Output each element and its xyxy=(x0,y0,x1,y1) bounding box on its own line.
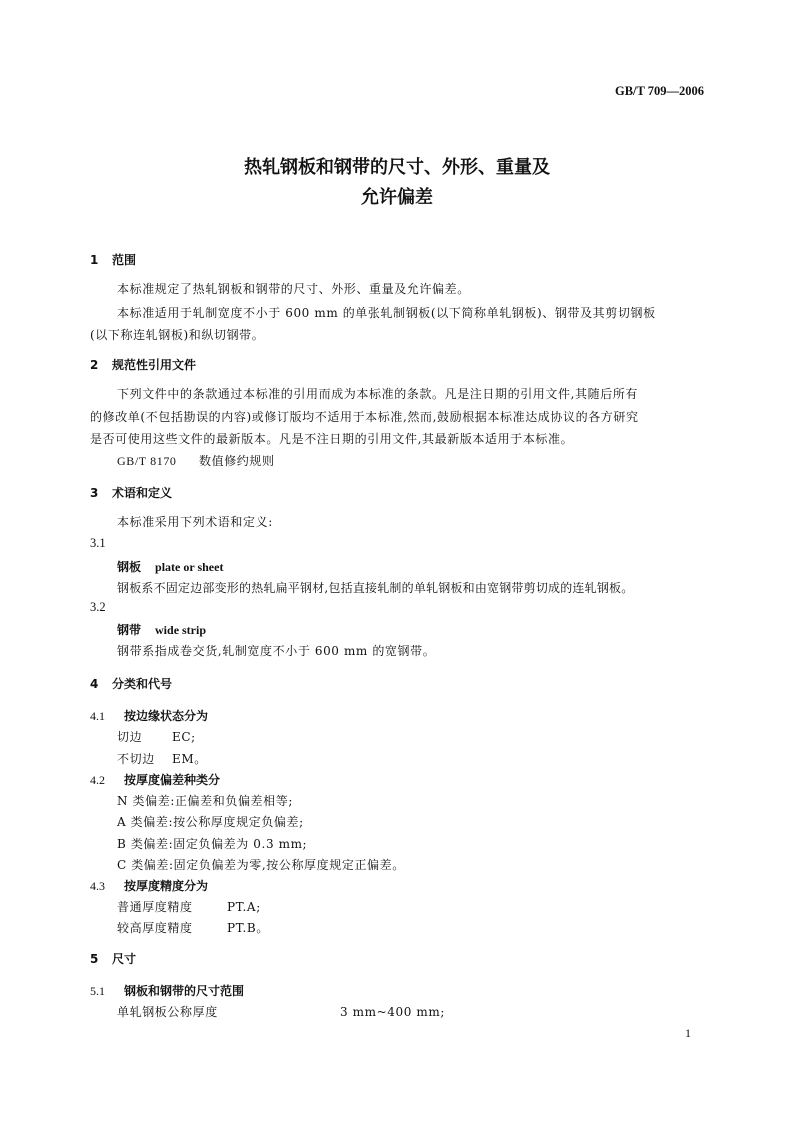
term-number: 3.2 xyxy=(90,600,106,614)
subsection-number: 4.1 xyxy=(90,709,105,723)
item-label: 不切边 xyxy=(117,752,155,766)
subsection-5-1-heading xyxy=(90,982,244,999)
item-label: 单轧钢板公称厚度 xyxy=(117,1005,218,1019)
subsection-title: 钢板和钢带的尺寸范围 xyxy=(124,984,245,998)
term-heading xyxy=(117,621,206,638)
item-label: 切边 xyxy=(117,730,143,744)
section-title: 尺寸 xyxy=(112,952,137,966)
subsection-title: 按边缘状态分为 xyxy=(124,709,209,723)
item-code: EC; xyxy=(172,730,196,744)
term-english: plate or sheet xyxy=(155,560,224,574)
item-label: 普通厚度精度 xyxy=(117,900,193,914)
section-3-heading xyxy=(90,484,172,501)
item-label: 较高厚度精度 xyxy=(117,921,193,935)
section-number: 5 xyxy=(90,952,99,966)
page-number: 1 xyxy=(685,1026,691,1040)
section-1-heading xyxy=(90,251,136,268)
subsection-4-1-heading xyxy=(90,707,208,724)
subsection-number: 5.1 xyxy=(90,984,105,998)
term-english: wide strip xyxy=(155,623,207,637)
item-code: PT.A; xyxy=(227,900,261,914)
list-item xyxy=(117,750,207,767)
section-title: 术语和定义 xyxy=(112,486,173,500)
section-number: 4 xyxy=(90,677,99,691)
section-title: 范围 xyxy=(112,253,137,267)
term-heading xyxy=(117,558,223,575)
reference-code: GB/T 8170 xyxy=(117,454,177,468)
section-title: 规范性引用文件 xyxy=(112,358,197,372)
normative-reference xyxy=(117,452,275,469)
subsection-number: 4.3 xyxy=(90,879,105,893)
item-code: EM。 xyxy=(172,752,207,766)
subsection-4-2-heading xyxy=(90,771,220,788)
list-item: N 类偏差:正偏差和负偏差相等; xyxy=(117,794,294,808)
section-title: 分类和代号 xyxy=(112,677,173,691)
standard-number: GB/T 709—2006 xyxy=(614,84,704,98)
subsection-4-3-heading xyxy=(90,877,208,894)
subsection-title: 按厚度偏差种类分 xyxy=(124,773,221,787)
paragraph: 下列文件中的条款通过本标准的引用而成为本标准的条款。凡是注日期的引用文件,其随后所有 xyxy=(117,387,639,401)
section-5-heading xyxy=(90,950,136,967)
list-item xyxy=(117,728,196,745)
term-definition: 钢板系不固定边部变形的热轧扁平钢材,包括直接轧制的单轧钢板和由宽钢带剪切成的连轧钢板。 xyxy=(117,581,634,595)
section-4-heading xyxy=(90,675,172,692)
subsection-title: 按厚度精度分为 xyxy=(124,879,209,893)
paragraph-continuation: (以下称连轧钢板)和纵切钢带。 xyxy=(90,328,265,342)
list-item: B 类偏差:固定负偏差为 0.3 mm; xyxy=(117,837,308,851)
section-number: 1 xyxy=(90,253,99,267)
document-title-line1: 热轧钢板和钢带的尺寸、外形、重量及 xyxy=(244,157,550,178)
term-chinese: 钢带 xyxy=(117,623,142,637)
list-item: A 类偏差:按公称厚度规定负偏差; xyxy=(117,815,304,829)
section-2-heading xyxy=(90,356,196,373)
item-value: 3 mm~400 mm; xyxy=(340,1005,445,1019)
term-definition: 钢带系指成卷交货,轧制宽度不小于 600 mm 的宽钢带。 xyxy=(117,644,436,658)
list-item: C 类偏差:固定负偏差为零,按公称厚度规定正偏差。 xyxy=(117,858,405,872)
term-number: 3.1 xyxy=(90,536,106,550)
subsection-number: 4.2 xyxy=(90,773,105,787)
paragraph-continuation: 的修改单(不包括勘误的内容)或修订版均不适用于本标准,然而,鼓励根据本标准达成协议的各方研究 xyxy=(90,410,639,424)
section-number: 3 xyxy=(90,486,99,500)
document-title-line2: 允许偏差 xyxy=(361,187,433,208)
paragraph: 本标准采用下列术语和定义: xyxy=(117,515,273,529)
list-item xyxy=(117,919,269,936)
list-item xyxy=(117,898,261,915)
section-number: 2 xyxy=(90,358,99,372)
paragraph: 本标准适用于轧制宽度不小于 600 mm 的单张轧制钢板(以下简称单轧钢板)、钢带及其剪切钢板 xyxy=(117,306,656,320)
term-chinese: 钢板 xyxy=(117,560,142,574)
reference-title: 数值修约规则 xyxy=(199,454,275,468)
list-item xyxy=(117,1003,445,1020)
paragraph-continuation: 是否可使用这些文件的最新版本。凡是不注日期的引用文件,其最新版本适用于本标准。 xyxy=(90,432,574,446)
paragraph: 本标准规定了热轧钢板和钢带的尺寸、外形、重量及允许偏差。 xyxy=(117,282,470,296)
item-code: PT.B。 xyxy=(227,921,269,935)
